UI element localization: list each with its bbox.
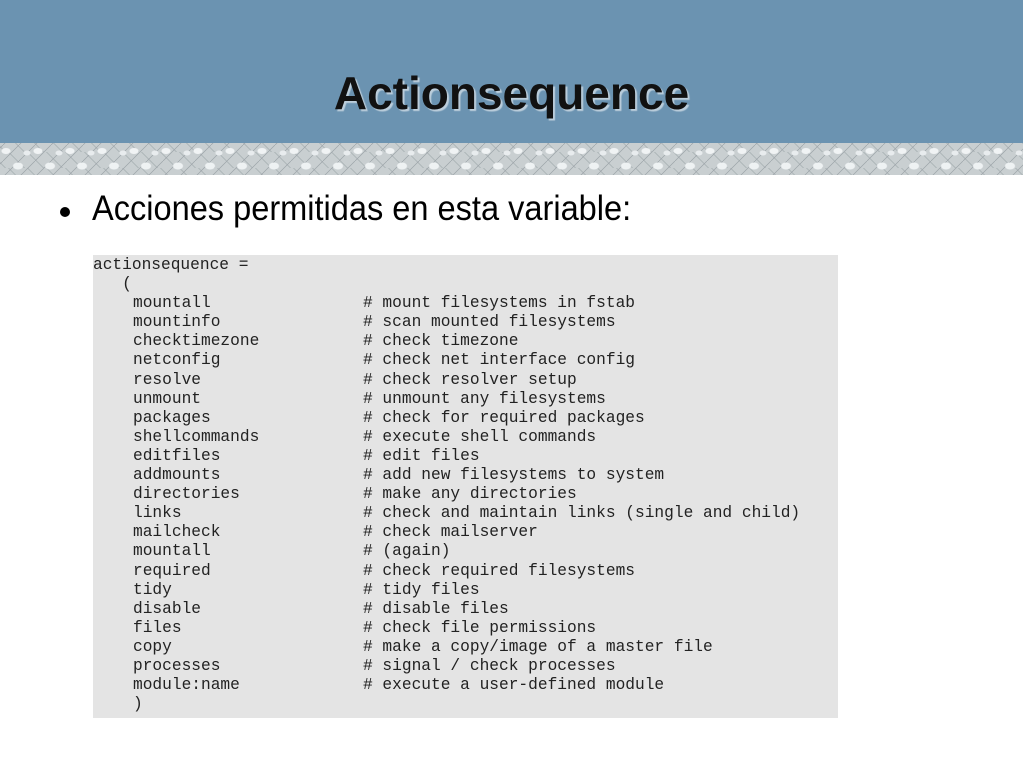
- action-comment: # check and maintain links (single and child): [363, 504, 801, 523]
- action-comment: # tidy files: [363, 580, 480, 599]
- action-name: tidy: [133, 580, 172, 599]
- code-line-entry: [93, 600, 838, 619]
- code-line-open-paren: [93, 275, 838, 294]
- code-assignment: actionsequence =: [93, 256, 249, 274]
- code-line-entry: [93, 562, 838, 581]
- code-line-entry: [93, 676, 838, 695]
- action-name: mountall: [133, 542, 211, 561]
- action-name: addmounts: [133, 466, 221, 485]
- action-comment: # check for required packages: [363, 408, 645, 427]
- action-comment: # check file permissions: [363, 618, 597, 637]
- action-comment: # execute shell commands: [363, 427, 597, 446]
- code-line-close-paren: [93, 695, 838, 714]
- action-name: required: [133, 561, 211, 580]
- action-name: editfiles: [133, 446, 221, 465]
- action-name: checktimezone: [133, 332, 260, 351]
- action-name: links: [133, 504, 182, 523]
- action-name: resolve: [133, 370, 201, 389]
- code-block: [93, 255, 838, 718]
- action-comment: # (again): [363, 542, 451, 561]
- action-name: mountall: [133, 294, 211, 313]
- action-comment: # add new filesystems to system: [363, 466, 665, 485]
- title-banner: [0, 0, 1023, 143]
- action-comment: # check mailserver: [363, 523, 538, 542]
- action-comment: # check net interface config: [363, 351, 635, 370]
- code-close-paren: ): [133, 695, 143, 714]
- action-comment: # check required filesystems: [363, 561, 635, 580]
- action-comment: # check timezone: [363, 332, 519, 351]
- code-line-entry: [93, 581, 838, 600]
- action-comment: # make a copy/image of a master file: [363, 637, 713, 656]
- code-entries: [93, 294, 838, 695]
- action-comment: # disable files: [363, 599, 509, 618]
- action-comment: # signal / check processes: [363, 656, 616, 675]
- code-line-entry: [93, 485, 838, 504]
- code-line-entry: [93, 409, 838, 428]
- bullet-item: [60, 183, 672, 235]
- code-line-entry: [93, 619, 838, 638]
- code-line-entry: [93, 428, 838, 447]
- code-line-entry: [93, 390, 838, 409]
- action-comment: # unmount any filesystems: [363, 389, 606, 408]
- action-name: copy: [133, 637, 172, 656]
- action-name: mountinfo: [133, 313, 221, 332]
- action-name: disable: [133, 599, 201, 618]
- code-line-entry: [93, 294, 838, 313]
- action-comment: # mount filesystems in fstab: [363, 294, 635, 313]
- code-line-entry: [93, 542, 838, 561]
- code-line-entry: [93, 466, 838, 485]
- action-name: shellcommands: [133, 427, 260, 446]
- action-comment: # execute a user-defined module: [363, 676, 665, 695]
- code-line-entry: [93, 657, 838, 676]
- code-line-entry: [93, 523, 838, 542]
- action-name: unmount: [133, 389, 201, 408]
- code-line-entry: [93, 504, 838, 523]
- code-line-entry: [93, 371, 838, 390]
- stone-texture-divider: [0, 143, 1023, 175]
- code-open-paren: (: [93, 275, 132, 294]
- action-comment: # scan mounted filesystems: [363, 313, 616, 332]
- action-name: netconfig: [133, 351, 221, 370]
- code-line-entry: [93, 447, 838, 466]
- action-name: mailcheck: [133, 523, 221, 542]
- action-name: module:name: [133, 676, 240, 695]
- code-line-header: [93, 256, 838, 275]
- action-comment: # make any directories: [363, 485, 577, 504]
- action-comment: # edit files: [363, 446, 480, 465]
- slide-title: Actionsequence: [333, 67, 690, 119]
- bullet-text: Acciones permitidas en esta variable:: [92, 189, 632, 228]
- action-name: files: [133, 618, 182, 637]
- action-name: packages: [133, 408, 211, 427]
- code-line-entry: [93, 332, 838, 351]
- code-line-entry: [93, 313, 838, 332]
- code-line-entry: [93, 638, 838, 657]
- bullet-dot-icon: [60, 207, 70, 217]
- action-comment: # check resolver setup: [363, 370, 577, 389]
- action-name: directories: [133, 485, 240, 504]
- code-line-entry: [93, 351, 838, 370]
- action-name: processes: [133, 656, 221, 675]
